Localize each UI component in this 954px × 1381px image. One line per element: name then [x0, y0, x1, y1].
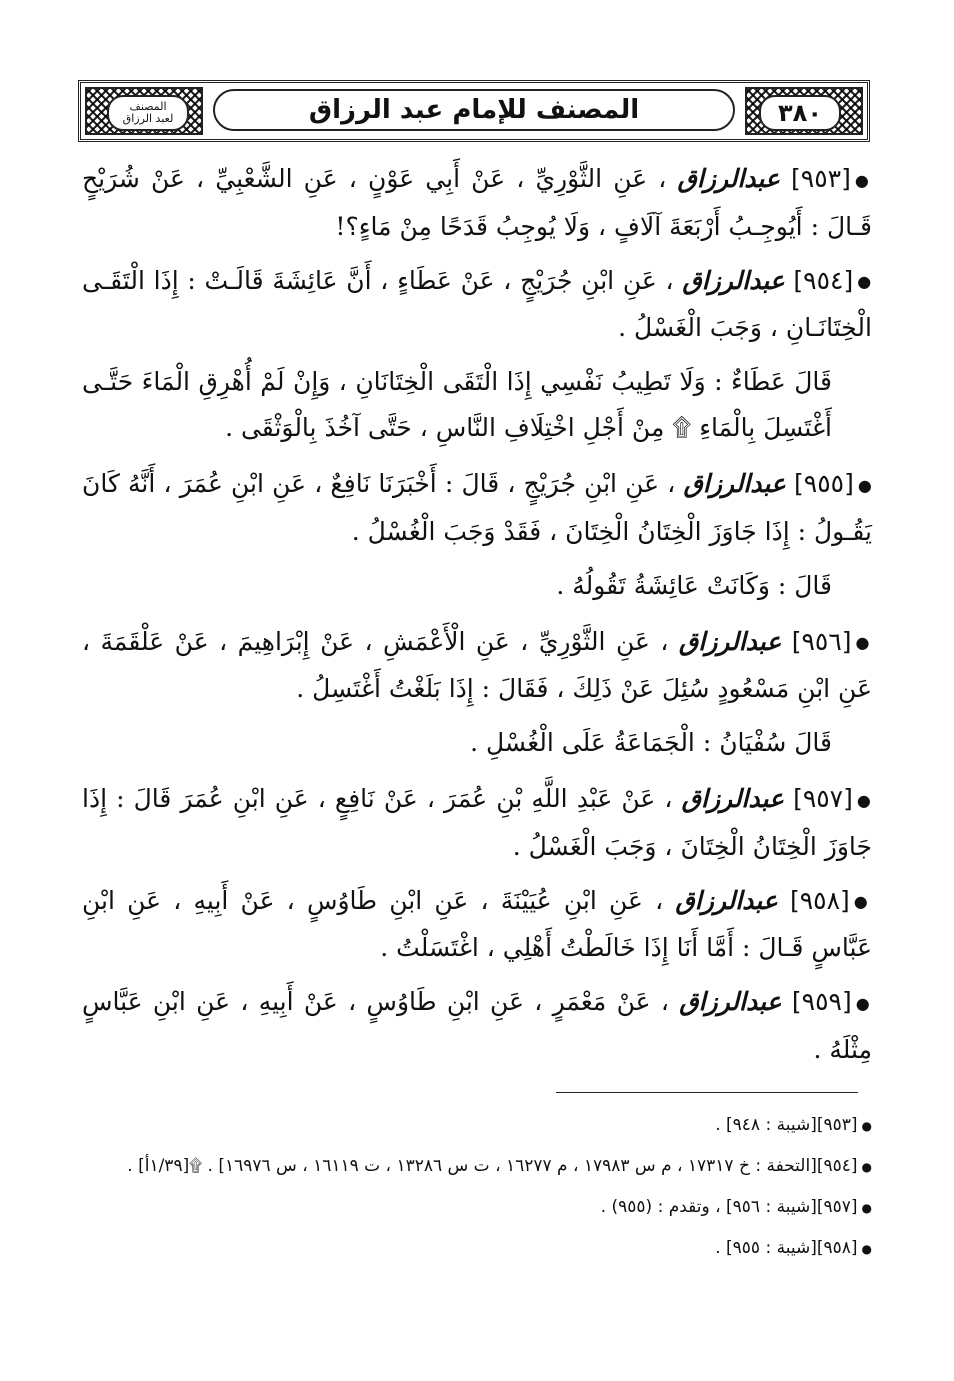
bullet-icon: ● — [861, 1242, 872, 1256]
hadith-955 — [82, 461, 872, 555]
running-title: المصنف للإمام عبد الرزاق — [213, 89, 735, 131]
bullet-icon: ● — [861, 1160, 872, 1174]
footnote-text: [٩٥٤][التحفة : خ ١٧٣١٧ ، م س ١٧٩٨٣ ، م ١٦٢٧٧ ، ت س ١٣٢٨٦ ، ت ١٦١١٩ ، س ١٦٩٧٦] . ۩[١/٣٩أ] . — [127, 1156, 858, 1176]
bullet-icon: ● — [857, 475, 872, 495]
hadith-958 — [82, 878, 872, 972]
footnote-957 — [82, 1190, 872, 1225]
hadith-number: [٩٥٣] — [791, 164, 851, 193]
hadith-text: ، عَنِ ابْنِ جُرَيْجٍ ، عَنْ عَطَاءٍ ، أَنَّ عَائِشَةَ قَالَـتْ : إِذَا الْتَقَـى الْخِتَانَـانِ ، وَجَبَ الْغَسْلُ . — [82, 265, 872, 342]
hadith-number: [٩٥٦] — [791, 626, 852, 656]
hadith-956 — [82, 619, 872, 713]
hadith-number: [٩٥٤] — [793, 265, 854, 295]
seal-line-2: لعبد الرزاق — [122, 112, 174, 125]
bullet-icon: ● — [861, 1119, 872, 1133]
footnote-text: [٩٥٨][شيبة : ٩٥٥] . — [715, 1238, 858, 1258]
hadith-956-comment: قَالَ سُفْيَانُ : الْجَمَاعَةُ عَلَى الْغُسْلِ . — [470, 728, 832, 757]
narrator-name: عبدالرزاق — [675, 885, 778, 915]
hadith-number: [٩٥٥] — [794, 469, 854, 498]
hadith-number: [٩٥٩] — [791, 987, 852, 1016]
narrator-name: عبدالرزاق — [677, 164, 780, 193]
hadith-954-comment: قَالَ عَطَاءٌ : وَلَا تَطِيبُ نَفْسِي إِذَا الْتَقَى الْخِتَانَانِ ، وَإِنْ لَمْ أُهْرِقِ الْمَاءَ حَتَّـى أَغْتَسِلَ بِالْمَاءِ ۩ مِنْ أَجْلِ اخْتِلَافِ النَّاسِ ، حَتَّى آخُذَ بِالْوَثْقَى . — [82, 367, 832, 442]
footnote-953 — [82, 1108, 872, 1143]
hadith-955-comment: قَالَ : وَكَانَتْ عَائِشَةُ تَقُولُهُ . — [556, 570, 832, 600]
hadith-957 — [82, 776, 872, 870]
footnote-text: [٩٥٣][شيبة : ٩٤٨] . — [715, 1115, 858, 1135]
bullet-icon: ● — [855, 993, 873, 1013]
seal-line-1: المصنف — [129, 100, 167, 114]
page-header — [78, 80, 870, 142]
hadith-text: ، عَنِ الثَّوْرِيِّ ، عَنِ الْأَعْمَشِ ، عَنْ إِبْرَاهِيمَ ، عَنْ عَلْقَمَةَ ، عَنِ ابْنِ مَسْعُودٍ سُئِلَ عَنْ ذَلِكَ ، فَقَالَ : إِذَا بَلَغْتُ أَغْتَسِلُ . — [82, 626, 872, 703]
hadith-text: ، عَنِ ابْنِ جُرَيْجٍ ، قَالَ : أَخْبَرَنَا نَافِعٌ ، عَنِ ابْنِ عُمَرَ ، أَنَّهُ كَانَ يَقُـولُ : إِذَا جَاوَزَ الْخِتَانُ الْخِتَانَ ، فَقَدْ وَجَبَ الْغُسْلُ . — [82, 469, 872, 546]
bullet-icon: ● — [853, 892, 872, 911]
hadith-954 — [82, 258, 872, 352]
main-text — [82, 156, 872, 1081]
hadith-text: ، عَنْ مَعْمَرٍ ، عَنِ ابْنِ طَاوُسٍ ، عَنْ أَبِيهِ ، عَنِ ابْنِ عَبَّاسٍ مِثْلَهُ . — [82, 987, 872, 1064]
book-seal — [107, 95, 189, 131]
narrator-name: عبدالرزاق — [683, 469, 786, 498]
narrator-name: عبدالرزاق — [678, 626, 782, 656]
hadith-number: [٩٥٨] — [789, 885, 850, 915]
header-ornament-left — [85, 87, 203, 135]
hadith-959 — [82, 979, 872, 1073]
bullet-icon: ● — [854, 170, 873, 190]
footnotes — [82, 1108, 872, 1272]
hadith-number: [٩٥٧] — [793, 784, 853, 813]
narrator-name: عبدالرزاق — [681, 784, 784, 813]
narrator-name: عبدالرزاق — [682, 265, 785, 295]
footnote-954 — [82, 1149, 872, 1184]
hadith-953 — [82, 156, 872, 250]
hadith-text: ، عَنِ الثَّوْرِيِّ ، عَنْ أَبِي عَوْنٍ ، عَنِ الشَّعْبِيِّ ، عَنْ شُرَيْحٍ قَـالَ : أَيُوجِـبُ أَرْبَعَةَ آلَافٍ ، وَلَا يُوجِبُ قَدَحًا مِنْ مَاءٍ؟! — [82, 164, 872, 241]
hadith-text: ، عَنْ عَبْدِ اللَّهِ بْنِ عُمَرَ ، عَنْ نَافِعٍ ، عَنِ ابْنِ عُمَرَ قَالَ : إِذَا جَاوَزَ الْخِتَانُ الْخِتَانَ ، وَجَبَ الْغَسْلُ . — [82, 784, 872, 861]
footnote-divider — [556, 1092, 858, 1093]
bullet-icon: ● — [857, 272, 872, 291]
bullet-icon: ● — [856, 790, 872, 810]
bullet-icon: ● — [861, 1201, 872, 1215]
hadith-text: ، عَنِ ابْنِ عُيَيْنَةَ ، عَنِ ابْنِ طَاوُسٍ ، عَنْ أَبِيهِ ، عَنِ ابْنِ عَبَّاسٍ قَـالَ : أَمَّا أَنَا إِذَا خَالَطْتُ أَهْلِي ، اغْتَسَلْتُ . — [82, 885, 872, 962]
header-ornament-right — [745, 87, 863, 135]
page-number: ٣٨٠ — [759, 95, 841, 131]
footnote-text: [٩٥٧][شيبة : ٩٥٦] ، وتقدم : (٩٥٥) . — [600, 1197, 858, 1217]
bullet-icon: ● — [855, 633, 873, 652]
narrator-name: عبدالرزاق — [679, 987, 782, 1016]
footnote-958 — [82, 1231, 872, 1266]
